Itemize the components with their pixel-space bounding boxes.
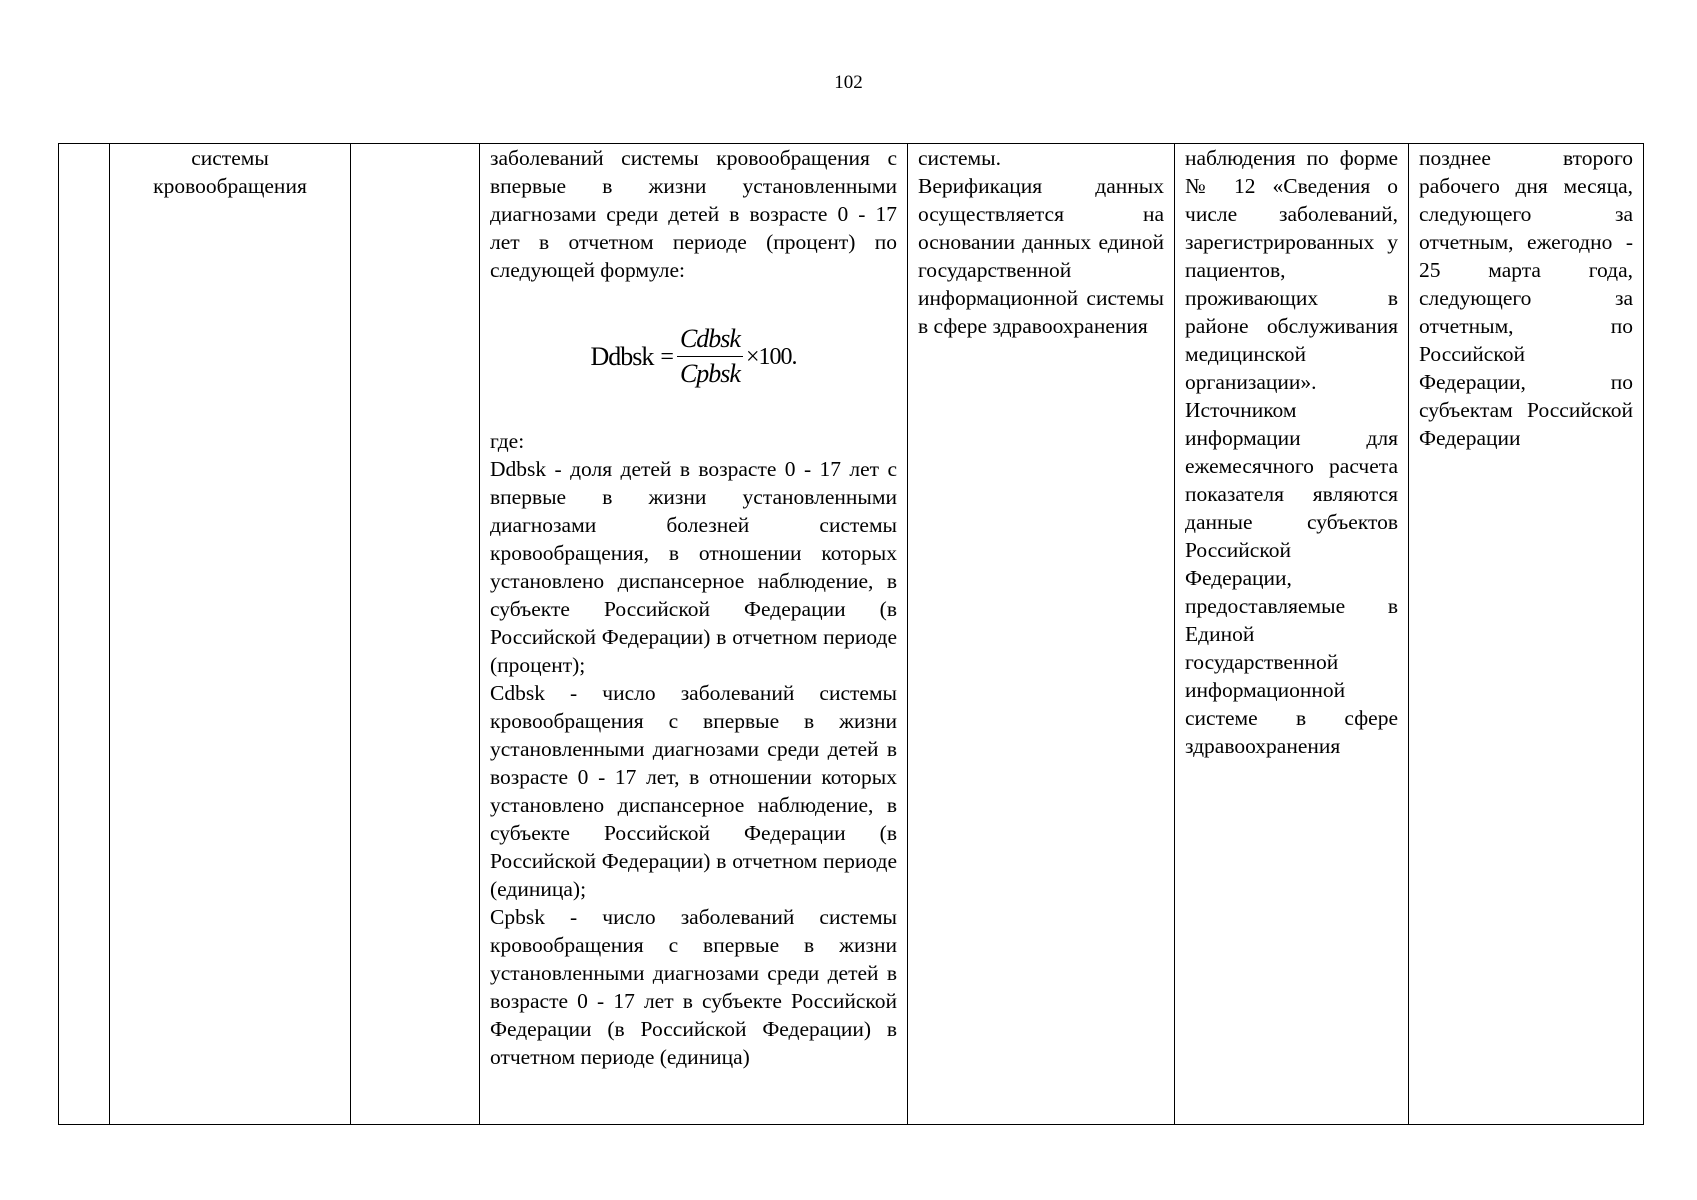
formula-equals: = [660,343,674,370]
definition-cdbsk: Cdbsk - число заболеваний системы кровообращения с впервые в жизни установленными диагнозами среди детей в возрасте 0 - 17 лет, в отношении которых установлено диспансерное наблюдение, в субъекте Российской Федерации (в Российской Федерации) в отчетном периоде (единица); [490,681,897,901]
deadline-text: позднее второго рабочего дня месяца, следующего за отчетным, ежегодно - 25 марта года, следующего за отчетным, по Российской Федерации, по субъектам Российской Федерации [1419,146,1633,450]
cell-indicator-name [110,144,351,1125]
definition-ddbsk: Ddbsk - доля детей в возрасте 0 - 17 лет с впервые в жизни установленными диагнозами болезней системы кровообращения, в отношении которых установлено диспансерное наблюдение, в субъекте Российской Федерации (в Российской Федерации) в отчетном периоде (процент); [490,457,897,677]
formula [490,322,897,391]
verification-p2: Верификация данных осуществляется на основании данных единой государственной информационной системы в сфере здравоохранения [918,174,1164,338]
cell-verification [908,144,1175,1125]
cell-source [1175,144,1409,1125]
indicator-name-line-2: кровообращения [153,174,307,198]
indicator-table [58,143,1644,1125]
formula-multiplier: ×100. [745,343,797,370]
cell-method [480,144,908,1125]
indicator-name-line-1: системы [191,146,269,170]
formula-lhs: Ddbsk [590,341,654,371]
table-row [59,144,1644,1125]
method-intro: заболеваний системы кровообращения с впервые в жизни установленными диагнозами среди детей в возрасте 0 - 17 лет в отчетном периоде (процент) по следующей формуле: [490,146,897,282]
page-number: 102 [834,72,863,93]
formula-denominator: Cpbsk [679,359,740,388]
formula-numerator: Cdbsk [679,324,740,353]
cell-unit [351,144,480,1125]
method-where: где: [490,429,525,453]
definition-cpbsk: Cpbsk - число заболеваний системы кровообращения с впервые в жизни установленными диагнозами среди детей в возрасте 0 - 17 лет в субъекте Российской Федерации (в Российской Федерации) в отчетном периоде (единица) [490,905,897,1069]
source-p1: наблюдения по форме № 12 «Сведения о числе заболеваний, зарегистрированных у пациентов, проживающих в районе обслуживания медицинской организации». [1185,146,1398,394]
source-p2: Источником информации для ежемесячного расчета показателя являются данные субъектов Российской Федерации, предоставляемые в Единой государственной информационной системе в сфере здравоохранения [1185,398,1398,758]
formula-fraction [677,322,743,391]
cell-deadline [1409,144,1644,1125]
cell-number [59,144,110,1125]
verification-p1: системы. [918,146,1001,170]
